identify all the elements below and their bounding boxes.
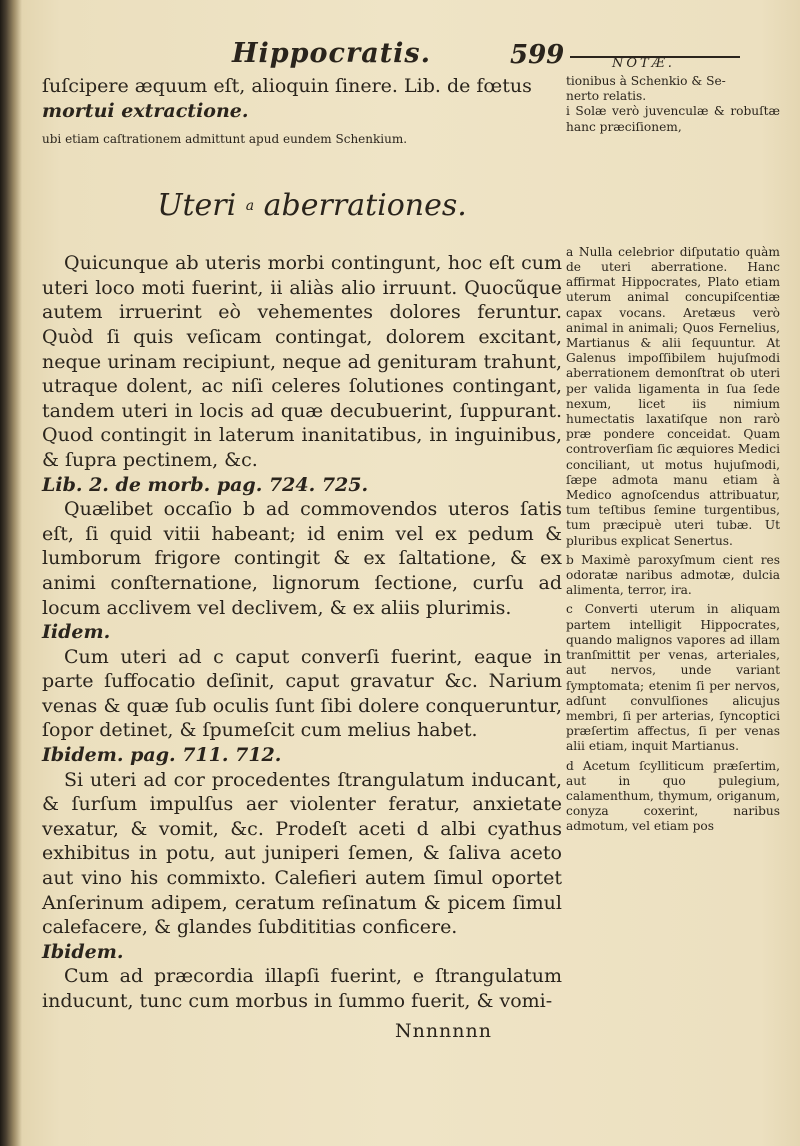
note-c: c Converti uterum in aliquam partem intelligit Hippocrates, quando malignos vapores ad illam tranſmittit per venas, arteriales, aut nervos, unde variant ſymptomata; etenim ſi per nervos, adſunt convulſiones alicujus membri, ſi per arterias, ſyncoptici præſertim affectus, ſi per venas alii etiam, inquit Martianus.: [566, 602, 780, 754]
heading-note-mark: a: [245, 198, 255, 215]
spacer: [42, 147, 562, 187]
paragraph-4: Si uteri ad cor procedentes ſtrangulatum inducant, & ſurſum impulſus aer violenter feratur, anxietate vexatur, & vomit, &c. Prodeſt aceti d albi cyathus exhibitus in potu, aut juniperi ſemen, & ſaliva aceto aut vino his commixto. Calefieri autem ſimul oportet Anſerinum adipem, ceratum reſinatum & picem ſimul calefacere, & glandes ſubdititias conficere.: [42, 768, 562, 939]
carry-reference: mortui extractione.: [42, 99, 249, 122]
paragraph-3-reference: Ibidem. pag. 711. 712.: [42, 744, 282, 767]
notes-column: [566, 74, 780, 835]
heading-word: Uteri: [157, 188, 237, 224]
signature-mark: Nnnnnnn: [394, 1019, 492, 1042]
binding-gutter: [0, 0, 22, 1146]
running-title: Hippocratis.: [232, 38, 432, 69]
paragraph-1: Quicunque ab uteris morbi contingunt, hoc eſt cum uteri loco moti fuerint, ii aliàs alio irruunt. Quocũque autem irruerint eò vehementes dolores feruntur. Quòd ſi quis veſicam contingat, dolorem excitant, neque urinam recipiunt, neque ad genituram trahunt, utraque dolent, ac niſi celeres ſolutiones contingant, tandem uteri in locis ad quæ decubuerint, ſuppurant. Quod contingit in laterum inanitatibus, in inguinibus, & ſupra pectinem, &c.: [42, 252, 562, 471]
note-carry-a: tionibus à Schenkio & Se-: [566, 74, 726, 88]
note-a: a Nulla celebrior diſputatio quàm de uteri aberratione. Hanc affirmat Hippocrates, Plato etiam uterum animal concupiſcentiæ capax vocans. Aretæus verò animal in animali; Quos Fernelius, Martianus & alii ſequuntur. At Galenus impoſſibilem hujuſmodi aberrationem demonſtrat ob uteri per valida ligamenta in ſua ſede nexum, licet iis nimium humectatis laxatiſque non rarò præ pondere conceidat. Quam controverſiam ſic æquiores Medici conciliant, ut motus hujuſmodi, ſæpe admota manu etiam à Medico agnoſcendus attribuatur, tum teſtibus ſemine turgentibus, tum præcipuè uteri tubæ. Ut pluribus explicat Senertus.: [566, 244, 780, 548]
section-heading: [62, 187, 562, 225]
paragraph-2-reference: Iidem.: [42, 621, 111, 644]
notes-title: NOTÆ.: [612, 56, 675, 71]
paragraph-5: Cum ad præcordia illapſi fuerint, e ſtrangulatum inducunt, tunc cum morbus in ſummo fuerit, & vomi-: [42, 965, 562, 1012]
paragraph-2: Quælibet occaſio b ad commovendos uteros ſatis eſt, ſi quid vitii habeant; id enim vel ex pedum & lumborum frigore contingit & ex ſaltatione, & ex animi conſternatione, lignorum ſectione, curſu ad locum acclivem vel declivem, & ex aliis plurimis.: [42, 498, 562, 619]
note-carry-b: nerto relatis.: [566, 89, 647, 104]
page-header: [0, 38, 800, 78]
paragraph-3: Cum uteri ad c caput converſi fuerint, eaque in parte ſuffocatio deſinit, caput gravatur &c. Narium venas & quæ ſub oculis ſunt ſibi dolere conqueruntur, ſopor detinet, & ſpumeſcit cum melius habet.: [42, 645, 562, 742]
note-d: d Acetum ſcylliticum præſertim, aut in quo pulegium, calamenthum, thymum, origanum, conyza coxerint, naribus admotum, vel etiam pos: [566, 758, 780, 834]
note-i: i Solæ verò juvenculæ & robuſtæ hanc præciſionem,: [566, 104, 780, 134]
note-b: b Maximè paroxyſmum cient res odoratæ naribus admotæ, dulcia alimenta, terror, ira.: [566, 552, 780, 598]
page-number: 599: [510, 40, 565, 70]
carry-small-note: ubi etiam caſtrationem admittunt apud eundem Schenkium.: [42, 132, 408, 147]
heading-rest: aberrationes.: [263, 188, 467, 224]
main-column: [42, 74, 562, 1044]
carry-line: ſuſcipere æquum eſt, alioquin ſinere. Lib. de fœtus: [42, 75, 532, 97]
paragraph-4-reference: Ibidem.: [42, 940, 124, 963]
paragraph-1-reference: Lib. 2. de morb. pag. 724. 725.: [42, 473, 369, 496]
